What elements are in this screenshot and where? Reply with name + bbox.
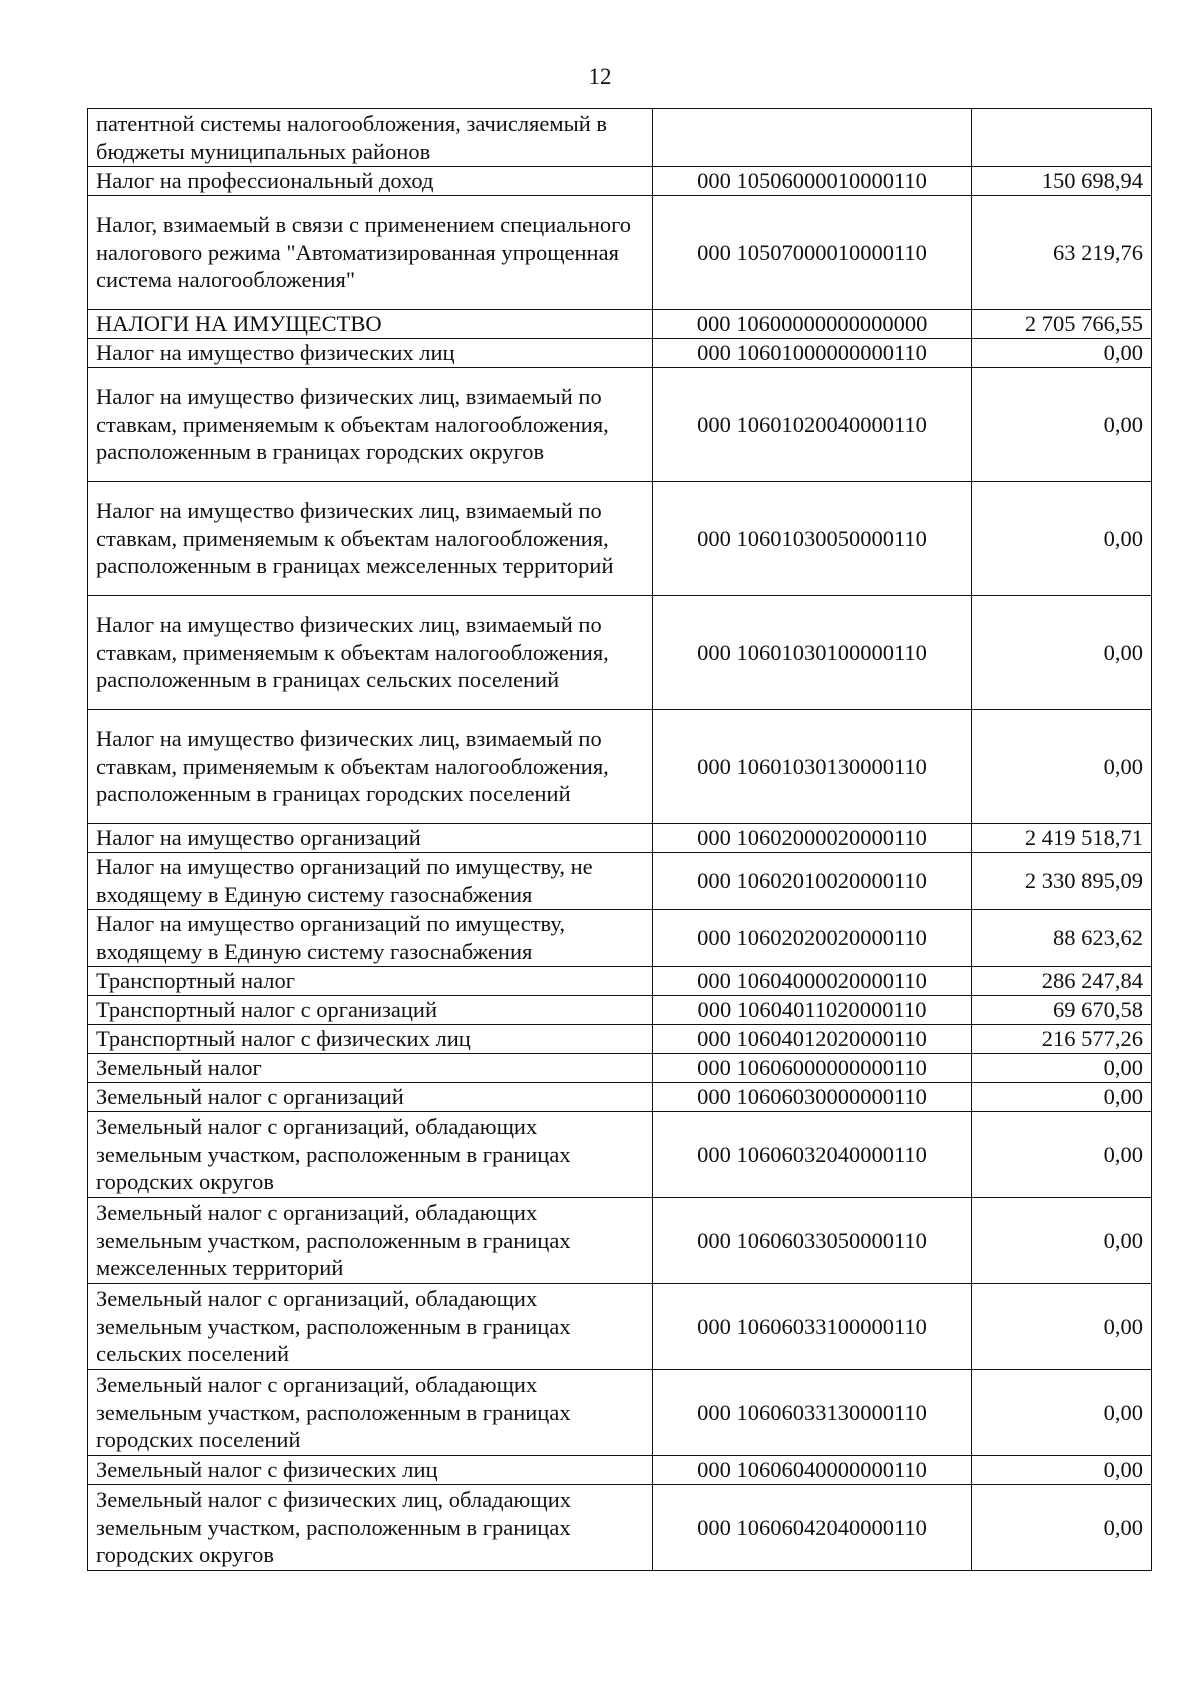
table-row <box>88 167 1152 196</box>
row-code-cell: 000 10606000000000110 <box>653 1054 972 1083</box>
row-name-cell: Налог на имущество организаций по имуществу, не входящему в Единую систему газоснабжения <box>88 853 653 910</box>
row-name-cell: Налог на имущество организаций <box>88 824 653 853</box>
table-row <box>88 853 1152 910</box>
row-amount-cell: 2 330 895,09 <box>972 853 1152 910</box>
row-name-cell: Земельный налог с организаций, обладающих земельным участком, расположенным в границах городских округов <box>88 1112 653 1198</box>
row-amount-cell: 0,00 <box>972 1284 1152 1370</box>
row-amount-cell: 2 705 766,55 <box>972 310 1152 339</box>
row-amount-cell: 0,00 <box>972 1112 1152 1198</box>
row-code-cell: 000 10606033130000110 <box>653 1370 972 1456</box>
row-name-cell: Земельный налог с организаций, обладающих земельным участком, расположенным в границах городских поселений <box>88 1370 653 1456</box>
row-code-cell: 000 10606033100000110 <box>653 1284 972 1370</box>
row-code-cell: 000 10602000020000110 <box>653 824 972 853</box>
row-name-cell: Земельный налог с физических лиц, обладающих земельным участком, расположенным в границах городских округов <box>88 1485 653 1571</box>
row-amount-cell: 0,00 <box>972 1054 1152 1083</box>
row-name-cell: Налог на имущество физических лиц, взимаемый по ставкам, применяемым к объектам налогообложения, расположенным в границах сельских поселений <box>88 596 653 710</box>
row-code-cell: 000 10602010020000110 <box>653 853 972 910</box>
row-code-cell <box>653 109 972 167</box>
row-name-cell: Земельный налог с организаций <box>88 1083 653 1112</box>
row-amount-cell: 0,00 <box>972 1083 1152 1112</box>
row-name-cell: Транспортный налог с организаций <box>88 996 653 1025</box>
row-amount-cell: 0,00 <box>972 339 1152 368</box>
row-name-cell: Налог, взимаемый в связи с применением специального налогового режима "Автоматизированная упрощенная система налогообложения" <box>88 196 653 310</box>
row-name-cell: патентной системы налогообложения, зачисляемый в бюджеты муниципальных районов <box>88 109 653 167</box>
table-row <box>88 1083 1152 1112</box>
row-code-cell: 000 10601020040000110 <box>653 368 972 482</box>
table-row <box>88 368 1152 482</box>
table-row <box>88 310 1152 339</box>
row-code-cell: 000 10601030100000110 <box>653 596 972 710</box>
row-code-cell: 000 10604012020000110 <box>653 1025 972 1054</box>
table-row <box>88 1198 1152 1284</box>
row-code-cell: 000 10601000000000110 <box>653 339 972 368</box>
row-amount-cell: 88 623,62 <box>972 910 1152 967</box>
table-row <box>88 1456 1152 1485</box>
row-code-cell: 000 10606042040000110 <box>653 1485 972 1571</box>
row-amount-cell: 0,00 <box>972 1485 1152 1571</box>
row-amount-cell: 0,00 <box>972 1198 1152 1284</box>
row-amount-cell: 0,00 <box>972 482 1152 596</box>
row-name-cell: НАЛОГИ НА ИМУЩЕСТВО <box>88 310 653 339</box>
row-amount-cell: 69 670,58 <box>972 996 1152 1025</box>
table-row <box>88 1025 1152 1054</box>
row-amount-cell: 2 419 518,71 <box>972 824 1152 853</box>
table-row <box>88 824 1152 853</box>
row-amount-cell: 63 219,76 <box>972 196 1152 310</box>
row-name-cell: Налог на профессиональный доход <box>88 167 653 196</box>
revenue-table <box>87 108 1152 1571</box>
row-amount-cell: 150 698,94 <box>972 167 1152 196</box>
row-name-cell: Земельный налог с организаций, обладающих земельным участком, расположенным в границах межселенных территорий <box>88 1198 653 1284</box>
table-row <box>88 1112 1152 1198</box>
table-row <box>88 967 1152 996</box>
page-number: 12 <box>588 64 612 89</box>
row-name-cell: Налог на имущество физических лиц, взимаемый по ставкам, применяемым к объектам налогообложения, расположенным в границах межселенных территорий <box>88 482 653 596</box>
table-row <box>88 1370 1152 1456</box>
row-code-cell: 000 10600000000000000 <box>653 310 972 339</box>
table-row <box>88 196 1152 310</box>
row-name-cell: Транспортный налог <box>88 967 653 996</box>
row-amount-cell <box>972 109 1152 167</box>
row-name-cell: Налог на имущество физических лиц <box>88 339 653 368</box>
row-name-cell: Земельный налог с организаций, обладающих земельным участком, расположенным в границах сельских поселений <box>88 1284 653 1370</box>
row-name-cell: Налог на имущество организаций по имуществу, входящему в Единую систему газоснабжения <box>88 910 653 967</box>
row-amount-cell: 216 577,26 <box>972 1025 1152 1054</box>
row-amount-cell: 286 247,84 <box>972 967 1152 996</box>
row-code-cell: 000 10506000010000110 <box>653 167 972 196</box>
row-code-cell: 000 10601030050000110 <box>653 482 972 596</box>
table-row <box>88 910 1152 967</box>
table-row <box>88 596 1152 710</box>
table-row <box>88 710 1152 824</box>
row-amount-cell: 0,00 <box>972 596 1152 710</box>
table-row <box>88 339 1152 368</box>
row-code-cell: 000 10604011020000110 <box>653 996 972 1025</box>
row-code-cell: 000 10606040000000110 <box>653 1456 972 1485</box>
row-name-cell: Земельный налог <box>88 1054 653 1083</box>
row-amount-cell: 0,00 <box>972 1456 1152 1485</box>
row-code-cell: 000 10507000010000110 <box>653 196 972 310</box>
row-name-cell: Земельный налог с физических лиц <box>88 1456 653 1485</box>
table-row <box>88 109 1152 167</box>
table-row <box>88 482 1152 596</box>
row-amount-cell: 0,00 <box>972 1370 1152 1456</box>
table-row <box>88 1284 1152 1370</box>
table-row <box>88 1054 1152 1083</box>
row-code-cell: 000 10606030000000110 <box>653 1083 972 1112</box>
row-name-cell: Налог на имущество физических лиц, взимаемый по ставкам, применяемым к объектам налогообложения, расположенным в границах городских поселений <box>88 710 653 824</box>
row-code-cell: 000 10606032040000110 <box>653 1112 972 1198</box>
row-code-cell: 000 10604000020000110 <box>653 967 972 996</box>
table-row <box>88 1485 1152 1571</box>
table-row <box>88 996 1152 1025</box>
row-amount-cell: 0,00 <box>972 368 1152 482</box>
row-name-cell: Транспортный налог с физических лиц <box>88 1025 653 1054</box>
row-name-cell: Налог на имущество физических лиц, взимаемый по ставкам, применяемым к объектам налогообложения, расположенным в границах городских округов <box>88 368 653 482</box>
row-code-cell: 000 10602020020000110 <box>653 910 972 967</box>
row-code-cell: 000 10606033050000110 <box>653 1198 972 1284</box>
row-code-cell: 000 10601030130000110 <box>653 710 972 824</box>
row-amount-cell: 0,00 <box>972 710 1152 824</box>
